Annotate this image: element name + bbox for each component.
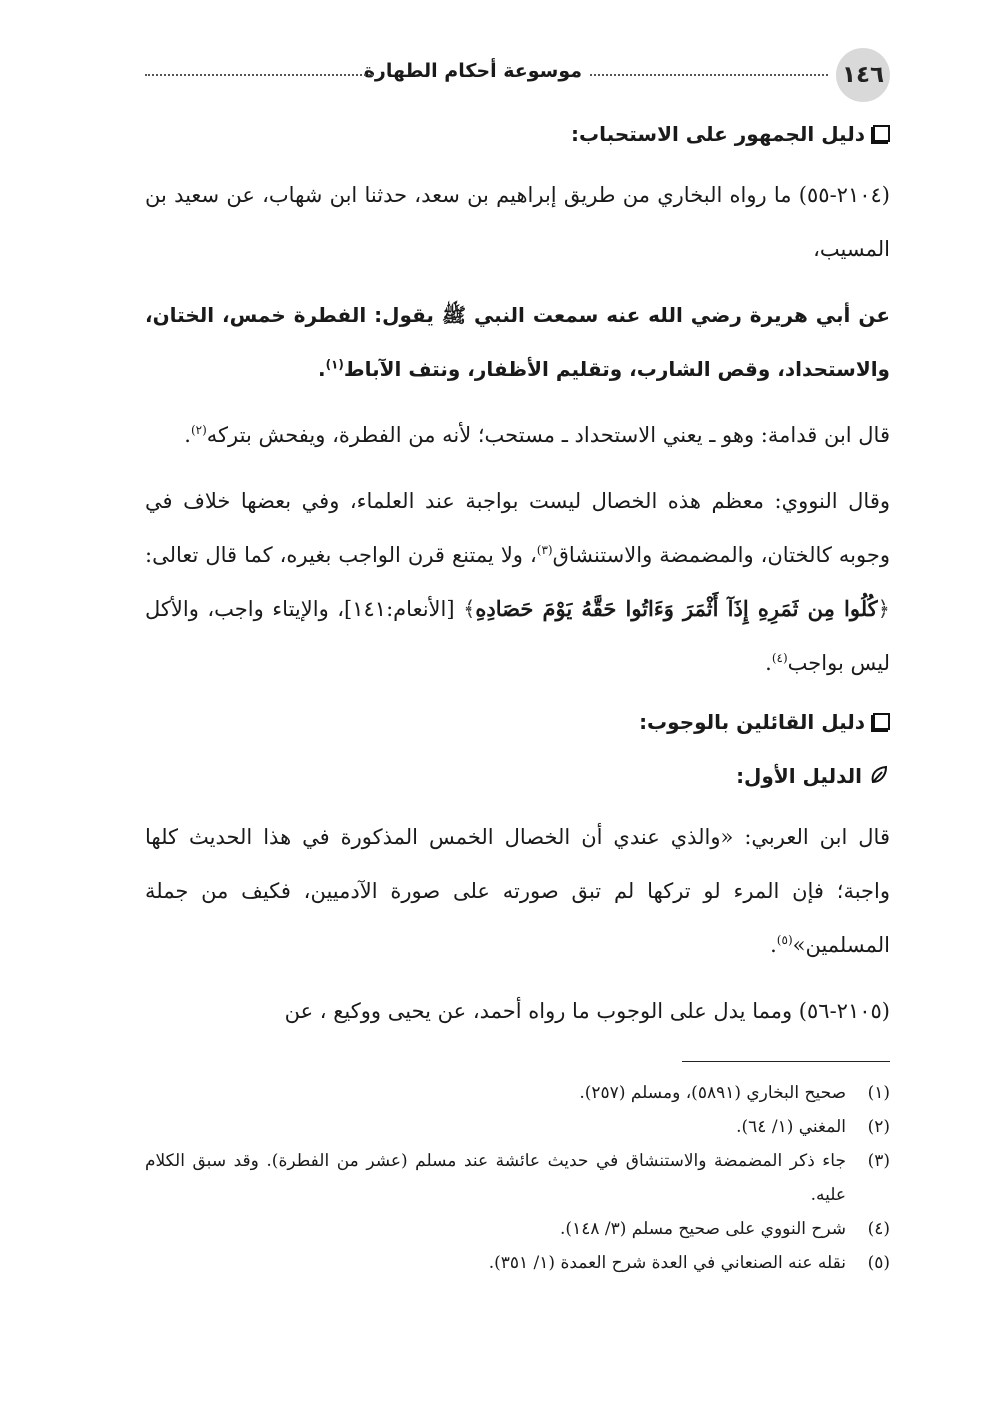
subheading-first-evidence	[145, 756, 890, 796]
paragraph-text: ، ولا يمتنع قرن الواجب بغيره، كما قال تعالى:	[145, 543, 537, 567]
punctuation: .	[184, 423, 191, 447]
quran-bracket-open: ﴿	[877, 597, 890, 621]
book-title: موسوعة أحكام الطهارة	[363, 60, 582, 82]
footnote-number: (٤)	[867, 1219, 890, 1239]
footnote-number: (٣)	[867, 1151, 890, 1171]
header-dotted-rule-left	[145, 74, 373, 76]
footnote-item	[145, 1246, 890, 1280]
leaf-icon	[868, 759, 890, 799]
footnote-ref[interactable]: (٢)	[190, 423, 207, 437]
heading-text: دليل القائلين بالوجوب:	[639, 710, 865, 734]
square-bullet-icon	[873, 713, 890, 730]
footnote-text: جاء ذكر المضمضة والاستنشاق في حديث عائشة عند مسلم (عشر من الفطرة). وقد سبق الكلام عليه.	[145, 1151, 846, 1205]
footnote-text: نقله عنه الصنعاني في العدة شرح العمدة (١/ ٣٥١).	[488, 1253, 846, 1273]
paragraph-text: وقال النووي: معظم هذه الخصال ليست بواجبة عند العلماء، وفي بعضها خلاف في وجوبه كالختان، والمضمضة والاستنشاق	[145, 489, 890, 567]
header-dotted-rule-right	[590, 74, 828, 76]
paragraph-hadith-text	[145, 288, 890, 396]
paragraph-text: (٢١٠٥-٥٦) ومما يدل على الوجوب ما رواه أحمد، عن يحيى ووكيع ، عن	[284, 999, 890, 1023]
footnote-ref[interactable]: (١)	[325, 357, 344, 372]
paragraph-nawawi	[145, 474, 890, 690]
footnote-item	[145, 1212, 890, 1246]
footnote-number: (١)	[867, 1083, 890, 1103]
square-bullet-icon	[873, 125, 890, 142]
paragraph-text: قال ابن العربي: «والذي عندي أن الخصال الخمس المذكورة في هذا الحديث كلها واجبة؛ فإن المرء لو تركها لم تبق صورته على صورة الآدميين، فكيف من جملة المسلمين»	[145, 825, 890, 957]
section-heading-majority	[145, 114, 890, 154]
footnotes	[145, 1076, 890, 1280]
paragraph-hadith-bukhari	[145, 168, 890, 276]
paragraph-text: (٢١٠٤-٥٥) ما رواه البخاري من طريق إبراهيم بن سعد، حدثنا ابن شهاب، عن سعيد بن المسيب،	[145, 183, 890, 261]
footnote-item	[145, 1144, 890, 1212]
section-heading-obligation	[145, 702, 890, 742]
footnote-text: المغني (١/ ٦٤).	[736, 1117, 846, 1137]
footnote-text: شرح النووي على صحيح مسلم (٣/ ١٤٨).	[560, 1219, 846, 1239]
heading-text: دليل الجمهور على الاستحباب:	[571, 122, 865, 146]
footnote-item	[145, 1110, 890, 1144]
footnote-ref[interactable]: (٥)	[776, 933, 793, 947]
quran-bracket-close: ﴾	[463, 597, 476, 621]
footnote-item	[145, 1076, 890, 1110]
page-number: ١٤٦	[836, 48, 890, 102]
footnote-text: صحيح البخاري (٥٨٩١)، ومسلم (٢٥٧).	[579, 1083, 846, 1103]
heading-text: الدليل الأول:	[736, 764, 862, 788]
paragraph-ibn-arabi	[145, 810, 890, 972]
footnote-number: (٥)	[867, 1253, 890, 1273]
quran-verse: كُلُوا مِن ثَمَرِهِ إِذَآ أَثْمَرَ وَءَاتُوا حَقَّهُ يَوْمَ حَصَادِهِ	[475, 596, 878, 621]
paragraph-ibn-qudama	[145, 408, 890, 462]
paragraph-text: قال ابن قدامة: وهو ـ يعني الاستحداد ـ مستحب؛ لأنه من الفطرة، ويفحش بتركه	[206, 423, 890, 447]
footnote-separator	[682, 1061, 890, 1062]
paragraph-text: [الأنعام:١٤١]، والإيتاء واجب، والأكل ليس بواجب	[145, 597, 890, 675]
hadith-text: عن أبي هريرة رضي الله عنه سمعت النبي ﷺ يقول: الفطرة خمس، الختان، والاستحداد، وقص الشارب، وتقليم الأظفار، ونتف الآباط	[145, 303, 890, 381]
footnote-ref[interactable]: (٤)	[771, 651, 788, 665]
punctuation: .	[317, 357, 326, 381]
paragraph-ahmad	[145, 984, 890, 1038]
page-header	[145, 48, 890, 102]
main-text	[145, 110, 890, 1050]
punctuation: .	[765, 651, 772, 675]
footnote-number: (٢)	[867, 1117, 890, 1137]
punctuation: .	[770, 933, 777, 957]
footnote-ref[interactable]: (٣)	[536, 543, 553, 557]
